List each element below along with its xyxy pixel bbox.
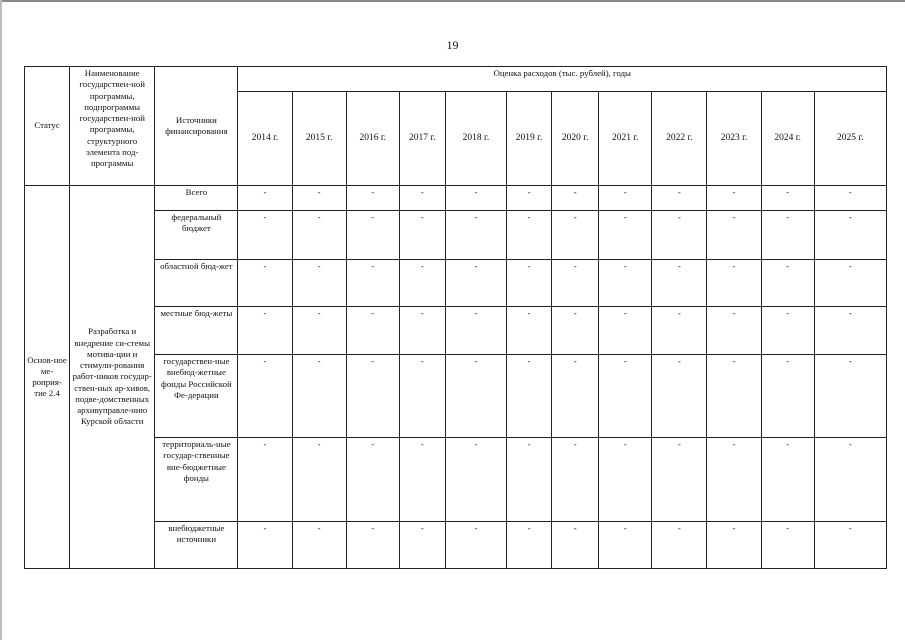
header-year-12: 2025 г. (814, 92, 886, 186)
value-cell: - (814, 355, 886, 438)
value-cell: - (238, 260, 292, 307)
header-year-9: 2022 г. (652, 92, 707, 186)
table-row (25, 438, 887, 522)
header-year-6: 2019 г. (507, 92, 552, 186)
value-cell: - (652, 186, 707, 211)
page-left-border (0, 0, 2, 640)
value-cell: - (552, 211, 599, 260)
value-cell: - (399, 186, 445, 211)
header-year-10: 2023 г. (707, 92, 761, 186)
value-cell: - (599, 438, 652, 522)
value-cell: - (292, 186, 346, 211)
value-cell: - (346, 438, 399, 522)
value-cell: - (761, 522, 814, 569)
value-cell: - (238, 211, 292, 260)
value-cell: - (507, 307, 552, 355)
value-cell: - (445, 355, 506, 438)
value-cell: - (292, 260, 346, 307)
value-cell: - (399, 438, 445, 522)
header-year-1: 2014 г. (238, 92, 292, 186)
value-cell: - (814, 522, 886, 569)
value-cell: - (707, 186, 761, 211)
value-cell: - (707, 260, 761, 307)
value-cell: - (399, 260, 445, 307)
value-cell: - (445, 186, 506, 211)
header-year-3: 2016 г. (346, 92, 399, 186)
measure-name-cell: Разработка и внедрение си-стемы мотива-ции и стимули-рования работ-ников государ-ствен-ных ар-хивов, подве-домственных архивуправле-нию Курской области (70, 186, 155, 569)
value-cell: - (292, 355, 346, 438)
value-cell: - (814, 307, 886, 355)
funding-source-cell: местные бюд-жеты (155, 307, 238, 355)
value-cell: - (552, 522, 599, 569)
value-cell: - (292, 438, 346, 522)
value-cell: - (507, 186, 552, 211)
value-cell: - (399, 522, 445, 569)
funding-source-cell: Всего (155, 186, 238, 211)
table-row (25, 186, 887, 211)
value-cell: - (238, 355, 292, 438)
value-cell: - (445, 522, 506, 569)
value-cell: - (814, 260, 886, 307)
value-cell: - (507, 355, 552, 438)
value-cell: - (761, 438, 814, 522)
value-cell: - (507, 211, 552, 260)
value-cell: - (552, 186, 599, 211)
budget-table (24, 66, 887, 569)
value-cell: - (507, 260, 552, 307)
funding-source-cell: федеральный бюджет (155, 211, 238, 260)
value-cell: - (346, 355, 399, 438)
value-cell: - (652, 355, 707, 438)
value-cell: - (761, 260, 814, 307)
value-cell: - (599, 186, 652, 211)
header-year-4: 2017 г. (399, 92, 445, 186)
value-cell: - (652, 260, 707, 307)
value-cell: - (707, 355, 761, 438)
header-year-11: 2024 г. (761, 92, 814, 186)
value-cell: - (445, 211, 506, 260)
value-cell: - (238, 438, 292, 522)
value-cell: - (707, 522, 761, 569)
value-cell: - (652, 522, 707, 569)
header-name: Наименование государствен-ной программы, подпрограммы государствен-ной программы, структурного элемента под-программы (70, 67, 155, 186)
value-cell: - (445, 307, 506, 355)
value-cell: - (346, 307, 399, 355)
header-estimate: Оценка расходов (тыс. рублей), годы (238, 67, 887, 92)
value-cell: - (346, 186, 399, 211)
table-row (25, 355, 887, 438)
value-cell: - (761, 307, 814, 355)
value-cell: - (652, 307, 707, 355)
value-cell: - (346, 260, 399, 307)
header-year-8: 2021 г. (599, 92, 652, 186)
funding-source-cell: областной бюд-жет (155, 260, 238, 307)
funding-source-cell: территориаль-ные государ-ственные вне-бюджетные фонды (155, 438, 238, 522)
value-cell: - (707, 438, 761, 522)
value-cell: - (761, 186, 814, 211)
value-cell: - (507, 438, 552, 522)
table-row (25, 522, 887, 569)
value-cell: - (445, 260, 506, 307)
value-cell: - (707, 307, 761, 355)
value-cell: - (238, 522, 292, 569)
value-cell: - (399, 355, 445, 438)
value-cell: - (814, 186, 886, 211)
header-year-5: 2018 г. (445, 92, 506, 186)
header-status: Статус (25, 67, 70, 186)
header-year-7: 2020 г. (552, 92, 599, 186)
value-cell: - (552, 260, 599, 307)
value-cell: - (552, 438, 599, 522)
value-cell: - (761, 355, 814, 438)
funding-source-cell: внебюджетные источники (155, 522, 238, 569)
value-cell: - (652, 211, 707, 260)
value-cell: - (814, 211, 886, 260)
value-cell: - (346, 522, 399, 569)
value-cell: - (707, 211, 761, 260)
table-row (25, 307, 887, 355)
value-cell: - (761, 211, 814, 260)
value-cell: - (238, 307, 292, 355)
value-cell: - (552, 307, 599, 355)
value-cell: - (292, 522, 346, 569)
header-sources: Источники финансирования (155, 67, 238, 186)
table-row (25, 211, 887, 260)
value-cell: - (599, 211, 652, 260)
value-cell: - (599, 355, 652, 438)
value-cell: - (599, 522, 652, 569)
header-year-2: 2015 г. (292, 92, 346, 186)
value-cell: - (292, 211, 346, 260)
page-number: 19 (446, 38, 459, 52)
value-cell: - (399, 307, 445, 355)
value-cell: - (599, 260, 652, 307)
value-cell: - (814, 438, 886, 522)
value-cell: - (445, 438, 506, 522)
table-row (25, 260, 887, 307)
status-cell: Основ-ное ме-роприя-тие 2.4 (25, 186, 70, 569)
value-cell: - (552, 355, 599, 438)
page-top-border (0, 0, 905, 2)
value-cell: - (652, 438, 707, 522)
value-cell: - (346, 211, 399, 260)
funding-source-cell: государствен-ные внебюд-жетные фонды Российской Фе-дерации (155, 355, 238, 438)
value-cell: - (238, 186, 292, 211)
value-cell: - (399, 211, 445, 260)
value-cell: - (599, 307, 652, 355)
value-cell: - (507, 522, 552, 569)
value-cell: - (292, 307, 346, 355)
